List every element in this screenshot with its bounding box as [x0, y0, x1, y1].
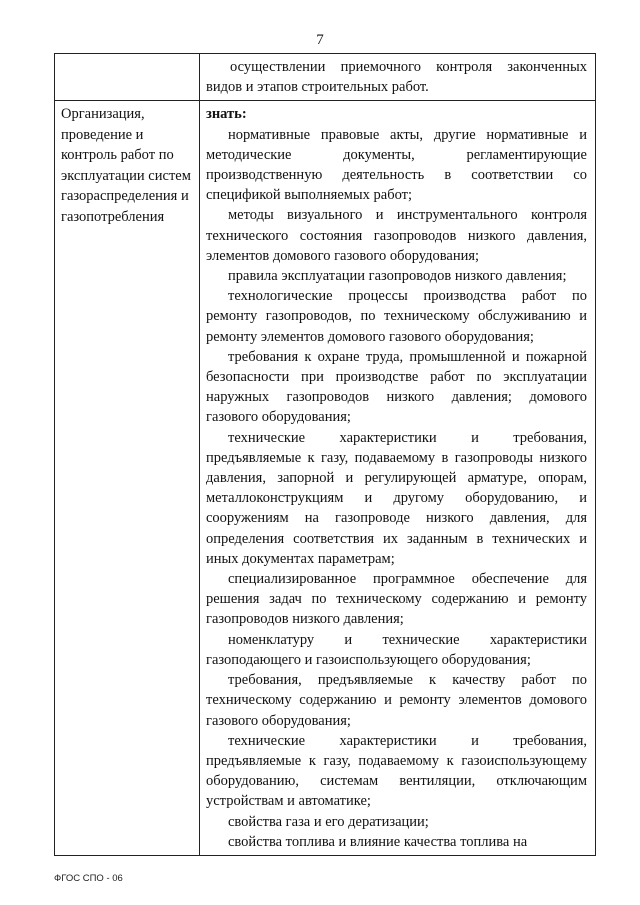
table-row [55, 54, 596, 101]
table-cell-activity [55, 54, 200, 101]
list-item: специализированное программное обеспечение для решения задач по техническому содержанию и ремонту газопроводов низкого давления; [206, 571, 587, 628]
list-item: требования, предъявляемые к качеству работ по техническому содержанию и ремонту элементов домового газового оборудования; [206, 672, 587, 729]
know-label: знать: [206, 106, 247, 123]
list-item: методы визуального и инструментального контроля технического состояния газопроводов низкого давления, элементов домового газового оборудования; [206, 207, 587, 264]
table-cell-activity: Организация, проведение и контроль работ по эксплуатации систем газораспределения и газопотребления [55, 101, 200, 856]
paragraph: осуществлении приемочного контроля законченных видов и этапов строительных работ. [206, 59, 587, 96]
list-item: номенклатуру и технические характеристики газоподающего и газоиспользующего оборудования; [206, 631, 587, 668]
list-item: технические характеристики и требования, предъявляемые к газу, подаваемому к газоиспользующему оборудованию, системам вентиляции, отключающим устройствам и автоматике; [206, 732, 587, 810]
list-item: технические характеристики и требования, предъявляемые к газу, подаваемому в газопроводы низкого давления, запорной и регулирующей арматуре, опорам, металлоконструкциям и другому оборудованию, и сооружениям на газопроводе низкого давления, для определения соответствия их заданным в технических и иных документах параметрам; [206, 429, 587, 567]
list-item: технологические процессы производства работ по ремонту газопроводов, по техническому обслуживанию и ремонту элементов домового газового оборудования; [206, 288, 587, 345]
table-row [55, 101, 596, 856]
table-cell-knowledge [200, 54, 596, 101]
competency-table [54, 53, 596, 856]
footer-label: ФГОС СПО - 06 [54, 873, 123, 884]
list-item: нормативные правовые акты, другие нормативные и методические документы, регламентирующие производственную деятельность в соответствии со спецификой выполняемых работ; [206, 126, 587, 204]
page-number: 7 [316, 32, 324, 48]
list-item: свойства газа и его дератизации; [228, 813, 429, 830]
table-cell-knowledge [200, 101, 596, 856]
list-item: правила эксплуатации газопроводов низкого давления; [228, 268, 567, 285]
list-item: требования к охране труда, промышленной и пожарной безопасности при производстве работ по эксплуатации наружных газопроводов низкого давления; домового газового оборудования; [206, 348, 587, 426]
list-item: свойства топлива и влияние качества топлива на [228, 833, 528, 850]
